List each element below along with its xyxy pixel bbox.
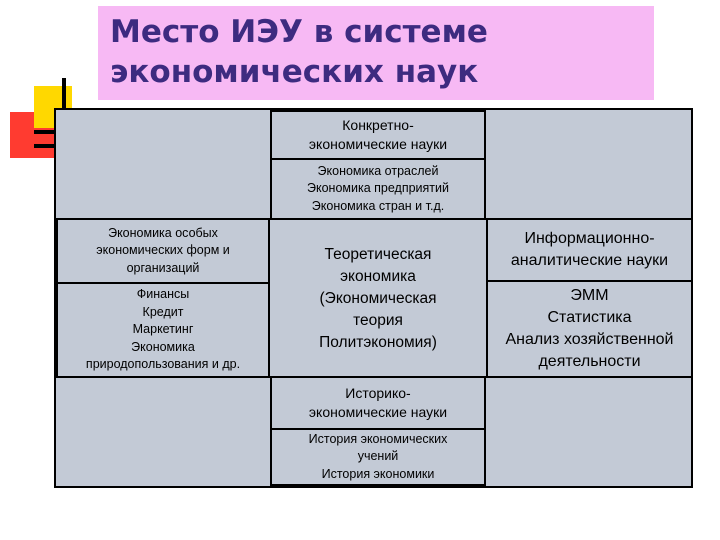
cell-text-line: Историко- (345, 385, 411, 401)
cell-text-line: Кредит (142, 304, 184, 319)
cell-text-line: (Экономическая (319, 290, 437, 307)
cell-text-line: Информационно- (524, 230, 655, 247)
cell-text-line: ЭММ (570, 287, 609, 304)
special-economic-forms-list (56, 282, 270, 378)
cell-text-line: аналитические науки (510, 252, 669, 269)
cell-text-line: Экономика особых (108, 225, 218, 240)
cell-text-line: История экономических (308, 431, 448, 446)
cell-text-line: природопользования и др. (85, 357, 241, 372)
cell-text-line: Теоретическая (324, 246, 432, 263)
cell-text-line: деятельности (538, 353, 641, 370)
cell-text-line: Финансы (136, 287, 190, 302)
theoretical-economics-center (272, 220, 484, 378)
cell-text-line: Конкретно- (342, 117, 414, 133)
cell-text-line: экономика (340, 268, 416, 285)
historical-economic-sciences-header (270, 376, 486, 430)
information-analytical-sciences-list (486, 280, 693, 378)
historical-economic-sciences-list (270, 428, 486, 486)
title-line-1: Место ИЭУ в системе (110, 14, 488, 50)
cell-text-line: экономические науки (308, 136, 448, 152)
cell-text-line: экономических форм и (96, 243, 230, 258)
cell-text-line: Анализ хозяйственной (505, 331, 674, 348)
special-economic-forms-header (56, 218, 270, 284)
cell-text-line: История экономики (321, 466, 435, 481)
cell-text-line: Экономика предприятий (307, 181, 449, 196)
cell-text-line: экономические науки (308, 404, 448, 420)
information-analytical-sciences-header (486, 218, 693, 282)
cell-text-line: теория (353, 312, 403, 329)
cell-text-line: Статистика (547, 309, 632, 326)
cell-text-line: Экономика стран и т.д. (311, 198, 445, 213)
concrete-economic-sciences-header (270, 110, 486, 160)
cell-text-line: Экономика (131, 339, 195, 354)
title-line-2: экономических наук (110, 54, 479, 90)
cell-text-line: организаций (126, 260, 200, 275)
concrete-economic-sciences-list (270, 158, 486, 220)
cell-text-line: Политэкономия) (319, 334, 437, 351)
diagram-frame (54, 108, 693, 488)
cell-text-line: учений (357, 449, 399, 464)
slide-title (98, 6, 654, 100)
cell-text-line: Маркетинг (132, 322, 194, 337)
cell-text-line: Экономика отраслей (317, 163, 439, 178)
